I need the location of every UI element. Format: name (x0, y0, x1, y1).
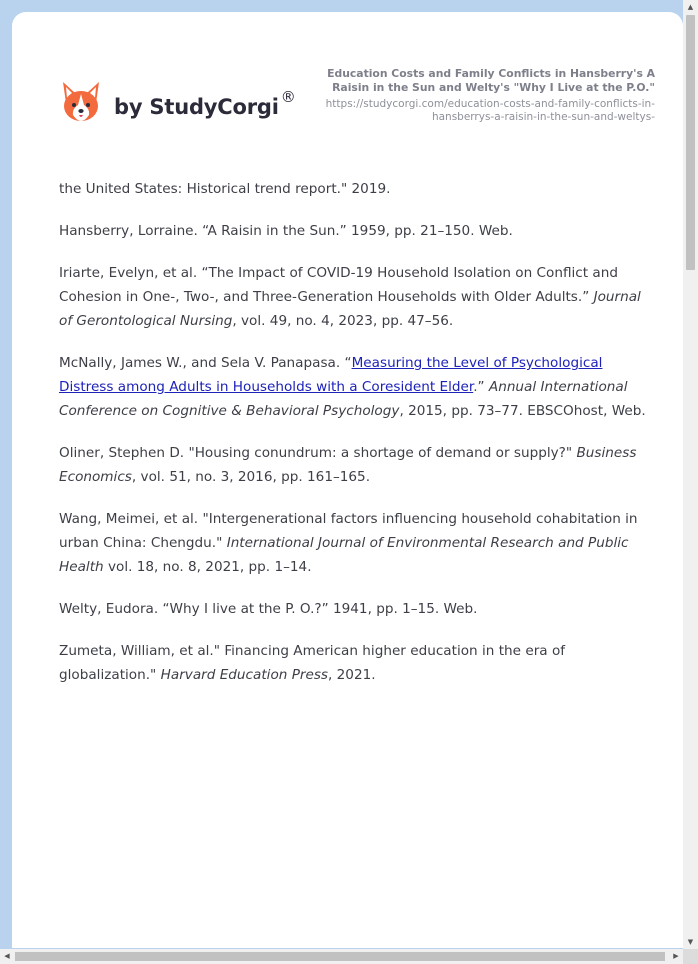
studycorgi-logo[interactable] (60, 76, 296, 126)
document-page (12, 12, 683, 948)
scroll-down-arrow-icon[interactable]: ▼ (687, 938, 694, 946)
scrollbar-corner (683, 949, 698, 964)
reference-source: Journal of Gerontological Nursing (59, 289, 641, 329)
reference-item: Iriarte, Evelyn, et al. “The Impact of COVID-19 Household Isolation on Conflict and Cohesion in One-, Two-, and Three-Generation Households with Older Adults.” Journal of Gerontological Nursing, vol. 49, no. 4, 2023, pp. 47–56. (59, 265, 641, 329)
vertical-scrollbar[interactable] (683, 0, 698, 949)
scroll-right-arrow-icon[interactable]: ▶ (673, 952, 679, 960)
corgi-logo-icon (60, 79, 102, 123)
reference-item: Welty, Eudora. “Why I live at the P. O.?” 1941, pp. 1–15. Web. (59, 601, 478, 617)
reference-item: Oliner, Stephen D. "Housing conundrum: a shortage of demand or supply?" Business Economics, vol. 51, no. 3, 2016, pp. 161–165. (59, 445, 637, 485)
document-title: Education Costs and Family Conflicts in Hansberry's A Raisin in the Sun and Welty's "Why I Live at the P.O." (327, 67, 655, 94)
reference-source: Annual International Conference on Cognitive & Behavioral Psychology (59, 379, 628, 419)
brand-name: by StudyCorgi ® (114, 87, 296, 119)
reference-item: Hansberry, Lorraine. “A Raisin in the Sun.” 1959, pp. 21–150. Web. (59, 223, 513, 239)
document-url[interactable]: https://studycorgi.com/education-costs-and-family-conflicts-in-hansberrys-a-raisin-in-the-sun-and-weltys- (325, 98, 655, 123)
reference-item: McNally, James W., and Sela V. Panapasa. “Measuring the Level of Psychological Distress among Adults in Households with a Coresident Elder.” Annual International Conference on Cognitive & Behavioral Psychology, 2015, pp. 73–77. EBSCOhost, Web. (59, 355, 646, 419)
scroll-left-arrow-icon[interactable]: ◀ (4, 952, 10, 960)
vertical-scroll-thumb[interactable] (686, 15, 695, 270)
reference-item: Wang, Meimei, et al. "Intergenerational factors influencing household cohabitation in urban China: Chengdu." International Journal of Environmental Research and Public Health vol. 18, no. 8, 2021, pp. 1–14. (59, 511, 638, 575)
reference-item: the United States: Historical trend report." 2019. (59, 181, 391, 197)
reference-source: Business Economics (59, 445, 637, 485)
document-header-meta (315, 67, 655, 124)
horizontal-scrollbar[interactable] (0, 949, 683, 964)
registered-mark: ® (280, 87, 296, 106)
reference-source: International Journal of Environmental Research and Public Health (59, 535, 629, 575)
reference-link[interactable]: Measuring the Level of Psychological Distress among Adults in Households with a Coresident Elder (59, 355, 603, 395)
reference-item: Zumeta, William, et al." Financing American higher education in the era of globalization." Harvard Education Press, 2021. (59, 643, 566, 683)
horizontal-scroll-thumb[interactable] (15, 952, 665, 961)
reference-source: Harvard Education Press (160, 667, 329, 683)
scroll-up-arrow-icon[interactable]: ▲ (687, 3, 694, 11)
references-list (59, 177, 654, 705)
